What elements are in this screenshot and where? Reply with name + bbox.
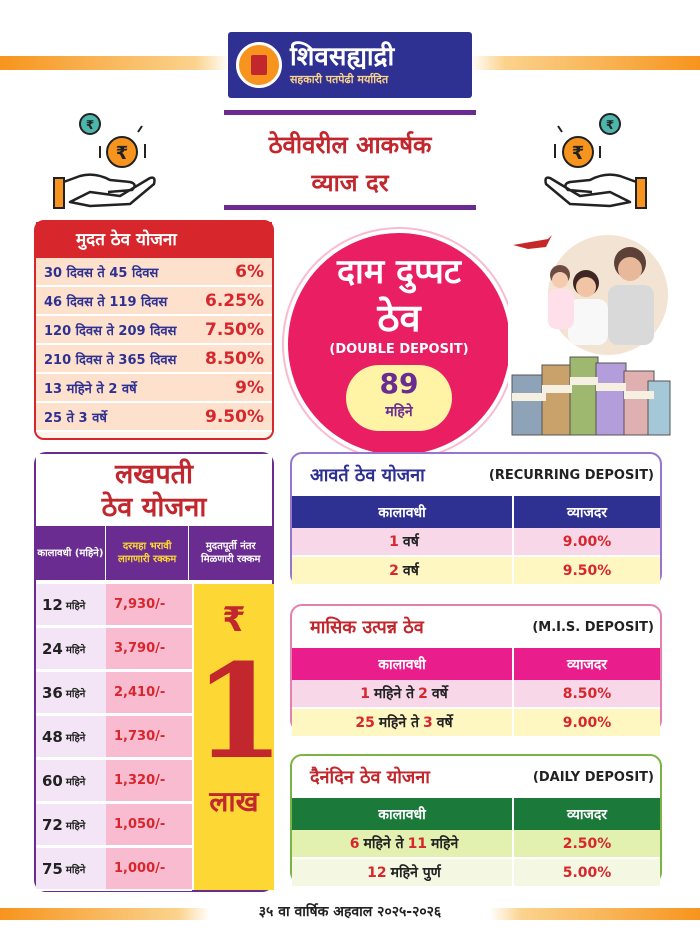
table-row [292,859,660,888]
mis-period-part: महिने ते [378,715,419,731]
lakhpati-period [36,672,106,713]
table-row [36,760,192,803]
lakhpati-table-body [36,580,285,894]
double-deposit-months: 89 [379,367,419,400]
mis-period [292,709,514,736]
mis-period-part: वर्षे [431,686,448,702]
double-deposit-period [346,365,452,431]
lakhpati-col-period: कालावधी (महिने) [37,547,104,559]
lakhpati-months: 12 [42,595,63,614]
double-deposit-unit: महिने [385,404,413,420]
lakhpati-months: 48 [42,727,63,746]
lakhpati-maturity-amount [194,584,285,890]
fd-rate: 6% [235,261,264,282]
fd-term: 120 दिवस ते 209 दिवस [44,323,177,339]
svg-text:₹: ₹ [605,118,615,132]
lakhpati-months: 24 [42,639,63,658]
daily-period-part: 6 [349,835,360,852]
lakhpati-period [36,804,106,845]
lakhpati-maturity-value: 1 [194,635,285,788]
table-row [36,628,192,671]
lakhpati-months-unit: महिने [65,820,86,832]
daily-rate: 2.50% [562,835,612,852]
hand-coins-icon-left [50,112,160,212]
lakhpati-col-maturity: मुदतपूर्ती नंतर मिळणारी रक्कम [201,541,261,565]
daily-period-part: महिने पुर्ण [390,865,441,881]
mis-period-part: 25 [355,714,375,731]
fixed-deposit-card [34,220,274,440]
lakhpati-monthly-amount: 1,000/- [106,848,192,889]
mis-deposit-card [290,604,662,732]
table-row [292,709,660,738]
lakhpati-months-unit: महिने [65,864,86,876]
lakhpati-monthly-amount: 1,320/- [106,760,192,801]
recurring-title: आवर्त ठेव योजना [310,465,425,486]
mis-period-part: वर्षे [436,715,453,731]
table-row [36,403,272,432]
mis-period-part: महिने ते [374,686,415,702]
lakhpati-maturity-unit: लाख [209,785,259,818]
mis-period-part: 3 [422,714,433,731]
daily-title: दैनंदिन ठेव योजना [310,767,430,788]
headline-bar-top [224,110,476,115]
double-deposit-title-2: ठेव [377,296,421,340]
table-row [36,287,272,316]
mis-english: (M.I.S. DEPOSIT) [532,619,654,635]
lakhpati-months-unit: महिने [65,732,86,744]
headline-line-2: व्याज दर [311,169,389,197]
double-deposit-badge [288,233,510,455]
table-row [292,830,660,859]
recurring-period-part: 2 [389,562,399,579]
logo-title: शिवसह्याद्री [290,42,395,72]
svg-text:₹: ₹ [115,143,129,164]
daily-english: (DAILY DEPOSIT) [532,769,654,785]
mis-col-period: कालावधी [292,648,514,680]
table-row [292,680,660,709]
lakhpati-col-monthly: दरमहा भरावी लागणारी रक्कम [105,526,190,580]
daily-rate: 5.00% [562,864,612,881]
lakhpati-monthly-amount: 7,930/- [106,584,192,625]
lakhpati-period [36,716,106,757]
recurring-period [292,557,514,584]
daily-period-part: 11 [407,835,428,852]
lakhpati-table-header [36,526,272,580]
table-row [292,528,660,557]
mis-table-header [292,648,660,680]
recurring-period-part: 1 [389,533,399,550]
lakhpati-period [36,760,106,801]
mis-rate: 8.50% [562,685,612,702]
page-headline [224,118,476,210]
table-row [36,716,192,759]
table-row [36,258,272,287]
lakhpati-months: 72 [42,815,63,834]
svg-text:₹: ₹ [85,118,95,132]
fd-rate: 9.50% [205,406,264,427]
table-row [36,316,272,345]
double-deposit-title-1: दाम दुप्पट [336,252,461,292]
lakhpati-monthly-amount: 3,790/- [106,628,192,669]
fd-term: 46 दिवस ते 119 दिवस [44,294,168,310]
hand-coins-icon-right [540,112,650,212]
double-deposit-english: (DOUBLE DEPOSIT) [329,342,469,357]
mis-period [292,680,514,707]
lakhpati-title-1: लखपती [114,459,194,490]
mis-col-rate: व्याजदर [566,656,608,673]
lakhpati-period [36,584,106,625]
lakhpati-months: 36 [42,683,63,702]
recurring-rate: 9.50% [562,562,612,579]
table-row [36,672,192,715]
mis-period-part: 1 [360,685,371,702]
fd-term: 13 महिने ते 2 वर्षे [44,381,137,397]
bank-logo [228,32,472,98]
recurring-table-header [292,496,660,528]
recurring-col-period: कालावधी [292,496,514,528]
table-row [36,804,192,847]
table-row [36,345,272,374]
mis-period-part: 2 [418,685,428,702]
fd-term: 210 दिवस ते 365 दिवस [44,352,177,368]
headline-bar-bottom [224,205,476,210]
bank-emblem-icon [236,42,282,88]
lakhpati-months: 60 [42,771,63,790]
recurring-deposit-card [290,452,662,586]
daily-period-part: महिने [431,836,459,852]
daily-col-period: कालावधी [292,798,514,830]
table-row [36,848,192,891]
lakhpati-deposit-card [34,452,285,892]
logo-subtitle: सहकारी पतपेढी मर्यादित [290,73,389,86]
table-row [36,584,192,627]
fd-rate: 8.50% [205,348,264,369]
fd-rate: 6.25% [205,290,264,311]
fd-rate: 9% [235,377,264,398]
recurring-period-part: वर्ष [402,563,419,579]
lakhpati-months-unit: महिने [65,600,86,612]
recurring-period-part: वर्ष [402,534,419,550]
mis-rate: 9.00% [562,714,612,731]
recurring-rate: 9.00% [562,533,612,550]
annual-report-footer: ३५ वा वार्षिक अहवाल २०२५-२०२६ [258,904,442,920]
daily-period-part: महिने ते [363,836,404,852]
daily-table-header [292,798,660,830]
daily-deposit-card [290,754,662,884]
lakhpati-months-unit: महिने [65,644,86,656]
lakhpati-monthly-amount: 1,050/- [106,804,192,845]
recurring-english: (RECURRING DEPOSIT) [488,467,654,483]
top-stripe-right [470,56,700,70]
table-row [36,374,272,403]
recurring-period [292,528,514,555]
headline-line-1: ठेवीवरील आकर्षक [268,131,432,159]
lakhpati-period [36,848,106,889]
lakhpati-months: 75 [42,859,63,878]
daily-period [292,830,514,857]
rupee-icon: ₹ [222,600,246,640]
lakhpati-monthly-amount: 1,730/- [106,716,192,757]
top-stripe-left [0,56,230,70]
fixed-deposit-title: मुदत ठेव योजना [36,222,272,258]
daily-col-rate: व्याजदर [566,806,608,823]
recurring-col-rate: व्याजदर [566,504,608,521]
lakhpati-months-unit: महिने [65,776,86,788]
lakhpati-title-2: ठेव योजना [101,492,207,523]
lakhpati-title [36,454,272,526]
lakhpati-period [36,628,106,669]
family-money-photo [508,225,670,450]
svg-text:₹: ₹ [571,143,585,164]
table-row [292,557,660,586]
daily-period-part: 12 [367,864,387,881]
fd-rate: 7.50% [205,319,264,340]
daily-period [292,859,514,886]
fd-term: 25 ते 3 वर्षे [44,410,107,426]
mis-title: मासिक उत्पन्न ठेव [310,617,424,638]
lakhpati-months-unit: महिने [65,688,86,700]
lakhpati-monthly-amount: 2,410/- [106,672,192,713]
fd-term: 30 दिवस ते 45 दिवस [44,265,159,281]
